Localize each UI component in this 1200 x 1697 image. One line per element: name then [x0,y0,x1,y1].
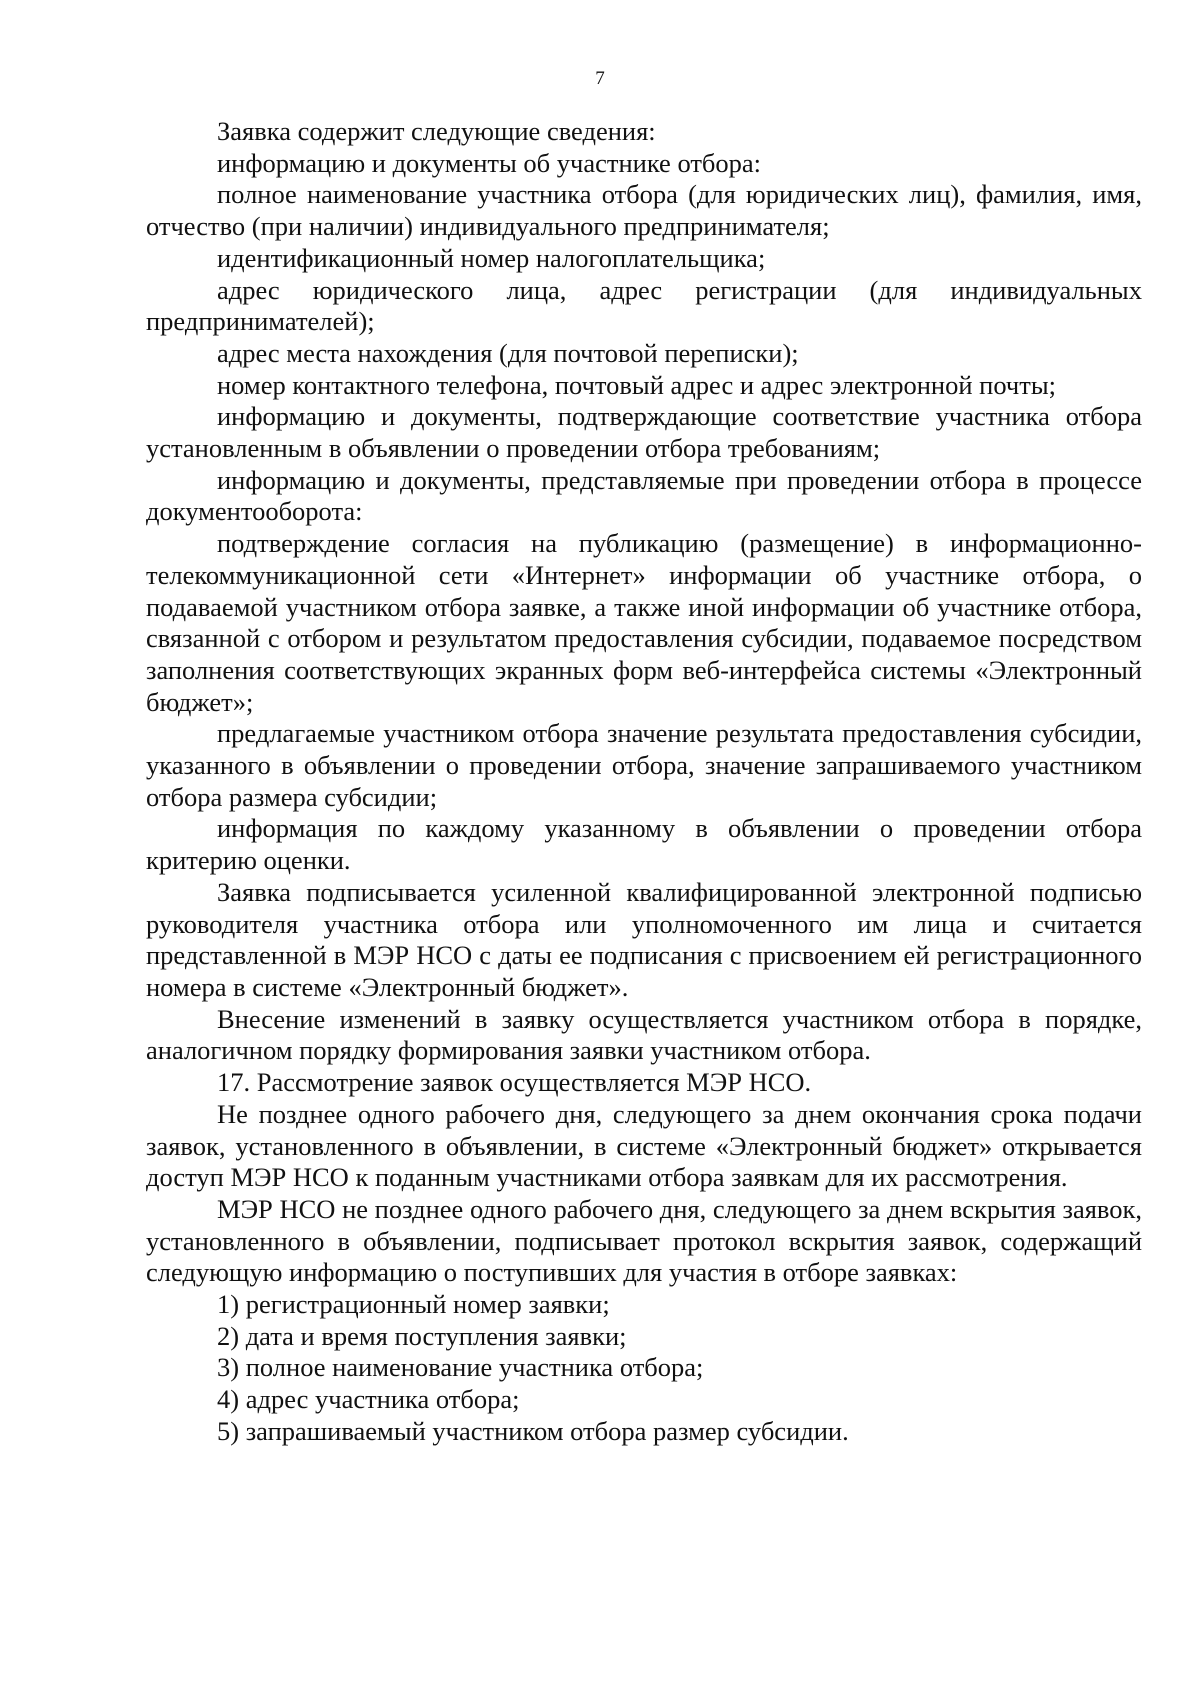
paragraph: МЭР НСО не позднее одного рабочего дня, следующего за днем вскрытия заявок, установленного в объявлении, подписывает протокол вскрытия заявок, содержащий следующую информацию о поступивших для участия в отборе заявках: [146,1193,1142,1288]
paragraph: номер контактного телефона, почтовый адрес и адрес электронной почты; [217,369,1056,400]
paragraph: Не позднее одного рабочего дня, следующего за днем окончания срока подачи заявок, установленного в объявлении, в системе «Электронный бюджет» открывается доступ МЭР НСО к поданным участниками отбора заявкам для их рассмотрения. [146,1098,1142,1193]
list-item: 2) дата и время поступления заявки; [217,1320,627,1351]
list-item: 5) запрашиваемый участником отбора размер субсидии. [217,1415,849,1446]
page-number: 7 [595,68,605,89]
paragraph: предлагаемые участником отбора значение результата предоставления субсидии, указанного в объявлении о проведении отбора, значение запрашиваемого участником отбора размера субсидии; [146,718,1142,812]
paragraph: адрес юридического лица, адрес регистрации (для индивидуальных предпринимателей); [146,274,1142,337]
paragraph: полное наименование участника отбора (для юридических лиц), фамилия, имя, отчество (при наличии) индивидуального предпринимателя; [146,179,1142,242]
list-item: 1) регистрационный номер заявки; [217,1289,610,1320]
paragraph: подтверждение согласия на публикацию (размещение) в информационно-телекоммуникационной сети «Интернет» информации об участнике отбора, о подаваемой участником отбора заявке, а также иной информации об участнике отбора, связанной с отбором и результатом предоставления субсидии, подаваемое посредством заполнения соответствующих экранных форм веб-интерфейса системы «Электронный бюджет»; [146,528,1142,717]
paragraph: информацию и документы об участнике отбора: [217,147,762,178]
section-paragraph: 17. Рассмотрение заявок осуществляется МЭР НСО. [217,1067,812,1098]
paragraph: Внесение изменений в заявку осуществляется участником отбора в порядке, аналогичном порядку формирования заявки участником отбора. [146,1003,1142,1066]
paragraph: информацию и документы, представляемые при проведении отбора в процессе документооборота: [146,464,1142,527]
paragraph: идентификационный номер налогоплательщика; [217,242,766,273]
paragraph: Заявка содержит следующие сведения: [217,116,656,146]
list-item: 3) полное наименование участника отбора; [217,1352,704,1383]
paragraph: информацию и документы, подтверждающие соответствие участника отбора установленным в объявлении о проведении отбора требованиям; [146,401,1142,464]
list-item: 4) адрес участника отбора; [217,1384,520,1415]
paragraph: адрес места нахождения (для почтовой переписки); [217,337,799,368]
paragraph: информация по каждому указанному в объявлении о проведении отбора критерию оценки. [146,813,1142,876]
paragraph: Заявка подписывается усиленной квалифицированной электронной подписью руководителя участника отбора или уполномоченного им лица и считается представленной в МЭР НСО с даты ее подписания с присвоением ей регистрационного номера в системе «Электронный бюджет». [146,876,1142,1002]
document-body [146,116,1142,1448]
